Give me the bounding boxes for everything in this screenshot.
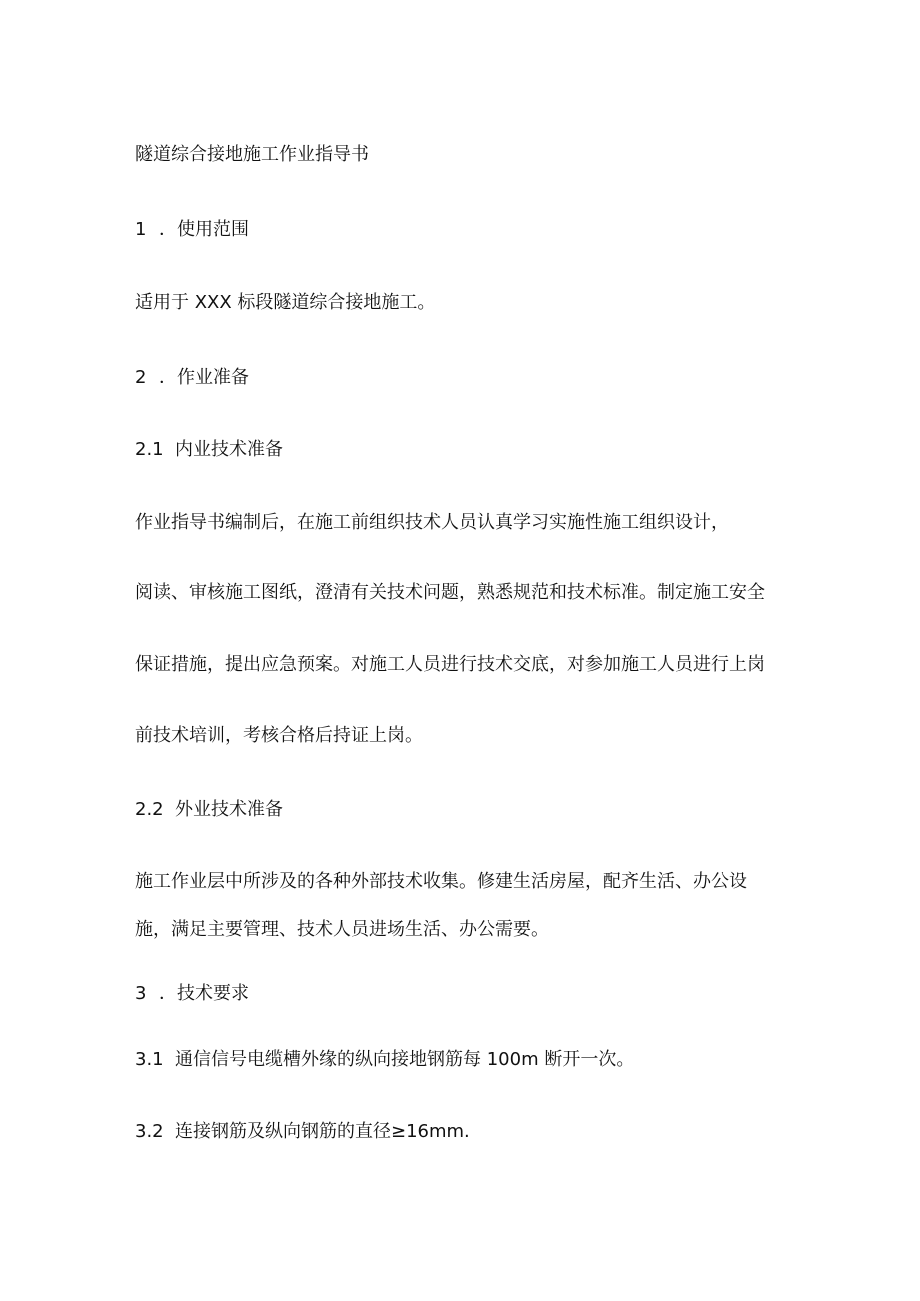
section-heading-text: ．技术要求 bbox=[159, 983, 249, 1004]
section-heading-text: ．使用范围 bbox=[159, 219, 249, 240]
paragraph-line: 阅读、审核施工图纸，澄清有关技术问题，熟悉规范和技术标准。制定施工安全 bbox=[135, 582, 765, 603]
subsection-heading-text: 内业技术准备 bbox=[175, 439, 283, 460]
subsection-heading-text: 通信信号电缆槽外缘的纵向接地钢筋每 100m 断开一次。 bbox=[175, 1049, 635, 1070]
paragraph-line: 施工作业层中所涉及的各种外部技术收集。修建生活房屋，配齐生活、办公设 bbox=[135, 871, 747, 892]
document-title: 隧道综合接地施工作业指导书 bbox=[135, 144, 369, 165]
subsection-heading-2-1 bbox=[135, 438, 283, 462]
subsection-number: 2.2 bbox=[135, 799, 164, 820]
section-heading-2 bbox=[135, 366, 249, 390]
paragraph-line: 适用于 XXX 标段隧道综合接地施工。 bbox=[135, 292, 436, 313]
subsection-heading-3-2 bbox=[135, 1120, 470, 1144]
subsection-number: 3.1 bbox=[135, 1049, 164, 1070]
subsection-heading-3-1 bbox=[135, 1048, 634, 1072]
paragraph-line: 保证措施，提出应急预案。对施工人员进行技术交底，对参加施工人员进行上岗 bbox=[135, 654, 765, 675]
subsection-heading-text: 外业技术准备 bbox=[175, 799, 283, 820]
section-number: 2 bbox=[135, 367, 147, 388]
subsection-number: 2.1 bbox=[135, 439, 164, 460]
section-heading-1 bbox=[135, 218, 249, 242]
paragraph-line: 施，满足主要管理、技术人员进场生活、办公需要。 bbox=[135, 919, 549, 940]
paragraph-line: 作业指导书编制后，在施工前组织技术人员认真学习实施性施工组织设计， bbox=[135, 512, 729, 533]
section-number: 1 bbox=[135, 219, 147, 240]
subsection-heading-2-2 bbox=[135, 798, 283, 822]
section-heading-text: ．作业准备 bbox=[159, 367, 249, 388]
section-number: 3 bbox=[135, 983, 147, 1004]
subsection-heading-text: 连接钢筋及纵向钢筋的直径≥16mm. bbox=[175, 1121, 470, 1142]
section-heading-3 bbox=[135, 982, 249, 1006]
paragraph-line: 前技术培训，考核合格后持证上岗。 bbox=[135, 725, 423, 746]
subsection-number: 3.2 bbox=[135, 1121, 164, 1142]
